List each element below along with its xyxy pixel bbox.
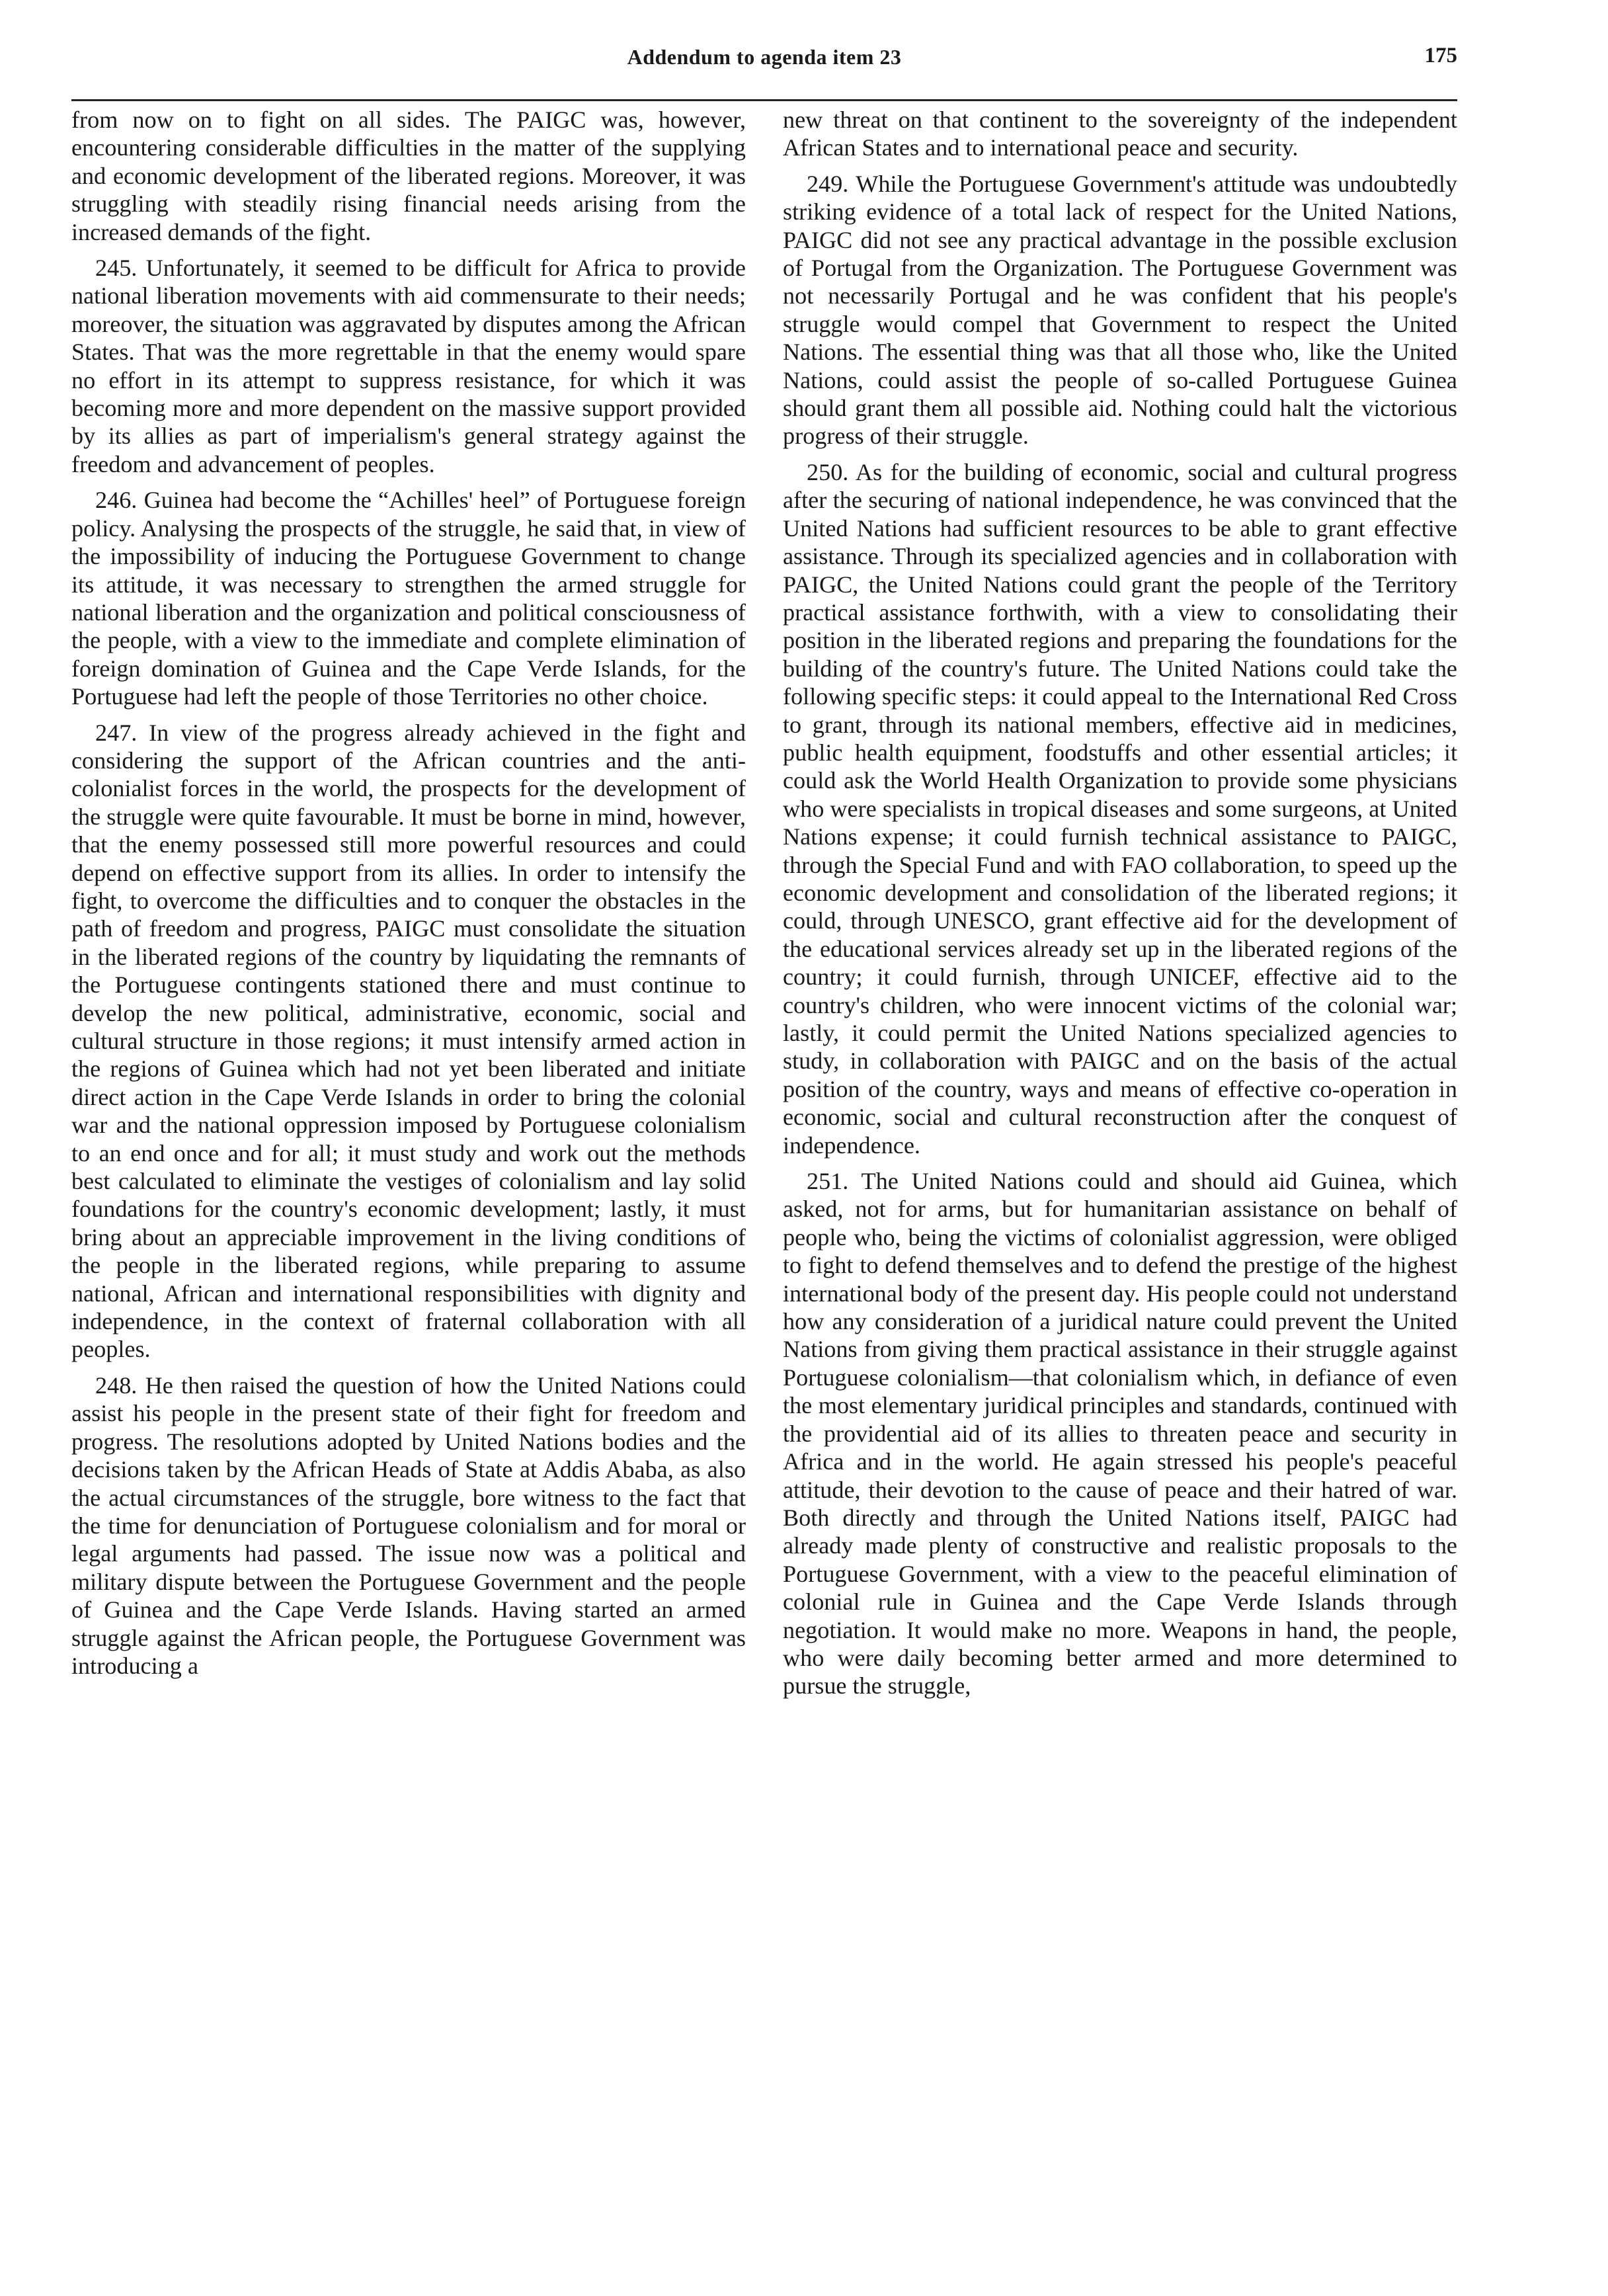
paragraph-248: 248. He then raised the question of how the United Nations could assist his people in the present state of their fight for freedom and progress. The resolutions adopted by United Nations bodies and the decisions taken by the African Heads of State at Addis Ababa, as also the actual circumstances of the struggle, bore witness to the fact that the time for denunciation of Portuguese colonialism and for moral or legal arguments had passed. The issue now was a political and military dispute between the Portuguese Government and the people of Guinea and the Cape Verde Islands. Having started an armed struggle against the African people, the Portuguese Government was introducing a: [71, 1372, 746, 1679]
running-head: Addendum to agenda item 23: [627, 45, 902, 69]
page-number: 175: [1424, 44, 1457, 67]
paragraph-251: 251. The United Nations could and should aid Guinea, which asked, not for arms, but for humanitarian assistance on behalf of people who, being the victims of colonialist aggression, were obliged to fight to defend themselves and to defend the prestige of the highest international body of the present day. His people could not understand how any consideration of a juridical nature could prevent the United Nations from giving them practical assistance in their struggle against Portuguese colonialism—that colonialism which, in defiance of even the most elementary juridical principles and standards, continued with the providential aid of its allies to threaten peace and security in Africa and in the world. He again stressed his people's peaceful attitude, their devotion to the cause of peace and their hatred of war. Both directly and through the United Nations itself, PAIGC had already made plenty of constructive and realistic proposals to the Portuguese Government, with a view to the peaceful elimination of colonial rule in Guinea and the Cape Verde Islands through negotiation. It would make no more. Weapons in hand, the people, who were daily becoming better armed and more determined to pursue the struggle,: [783, 1168, 1457, 1700]
paragraph-continued: from now on to fight on all sides. The PAIGC was, however, encountering considerable difficulties in the matter of the supplying and economic development of the liberated regions. Moreover, it was struggling with steadily rising financial needs arising from the increased demands of the fight.: [71, 106, 746, 245]
paragraph-245: 245. Unfortunately, it seemed to be difficult for Africa to provide national liberation movements with aid commensurate to their needs; moreover, the situation was aggravated by disputes among the African States. That was the more regrettable in that the enemy would spare no effort in its attempt to suppress resistance, for which it was becoming more and more dependent on the massive support provided by its allies as part of imperialism's general strategy against the freedom and advancement of peoples.: [71, 255, 746, 477]
left-column: [71, 106, 746, 1688]
right-column: [783, 106, 1457, 1708]
paragraph-246: 246. Guinea had become the “Achilles' heel” of Portuguese foreign policy. Analysing the prospects of the struggle, he said that, in view of the impossibility of inducing the Portuguese Government to change its attitude, it was necessary to strengthen the armed struggle for national liberation and the organization and political consciousness of the people, with a view to the immediate and complete elimination of foreign domination of Guinea and the Cape Verde Islands, for the Portuguese had left the people of those Territories no other choice.: [71, 487, 746, 710]
header-rule: [71, 99, 1457, 101]
paragraph-249: 249. While the Portuguese Government's attitude was undoubtedly striking evidence of a total lack of respect for the United Nations, PAIGC did not see any practical advantage in the possible exclusion of Portugal from the Organization. The Portuguese Government was not necessarily Portugal and he was confident that his people's struggle would compel that Government to respect the United Nations. The essential thing was that all those who, like the United Nations, could assist the people of so-called Portuguese Guinea should grant them all possible aid. Nothing could halt the victorious progress of their struggle.: [783, 170, 1457, 450]
paragraph-250: 250. As for the building of economic, social and cultural progress after the securing of national independence, he was convinced that the United Nations had sufficient resources to be able to grant effective assistance. Through its specialized agencies and in collaboration with PAIGC, the United Nations could grant the people of the Territory practical assistance forthwith, with a view to consolidating their position in the liberated regions and preparing the foundations for the building of the country's future. The United Nations could take the following specific steps: it could appeal to the International Red Cross to grant, through its national members, effective aid in medicines, public health equipment, foodstuffs and other essential articles; it could ask the World Health Organization to provide some physicians who were specialists in tropical diseases and some surgeons, at United Nations expense; it could furnish technical assistance to PAIGC, through the Special Fund and with FAO collaboration, to speed up the economic development and consolidation of the liberated regions; it could, through UNESCO, grant effective aid for the development of the educational services already set up in the liberated regions of the country; it could furnish, through UNICEF, effective aid to the country's children, who were innocent victims of the colonial war; lastly, it could permit the United Nations specialized agencies to study, in collaboration with PAIGC and on the basis of the actual position of the country, ways and means of effective co-operation in economic, social and cultural reconstruction after the conquest of independence.: [783, 458, 1457, 1159]
page-header: [71, 41, 1457, 81]
paragraph-continued: new threat on that continent to the sovereignty of the independent African States and to international peace and security.: [783, 106, 1457, 161]
paragraph-247: 247. In view of the progress already achieved in the fight and considering the support of the African countries and the anti-colonialist forces in the world, the prospects for the development of the struggle were quite favourable. It must be borne in mind, however, that the enemy possessed still more powerful resources and could depend on effective support from its allies. In order to intensify the fight, to overcome the difficulties and to conquer the obstacles in the path of freedom and progress, PAIGC must consolidate the situation in the liberated regions of the country by liquidating the remnants of the Portuguese contingents stationed there and must continue to develop the new political, administrative, economic, social and cultural structure in those regions; it must intensify armed action in the regions of Guinea which had not yet been liberated and initiate direct action in the Cape Verde Islands in order to bring the colonial war and the national oppression imposed by Portuguese colonialism to an end once and for all; it must study and work out the methods best calculated to eliminate the vestiges of colonialism and lay solid foundations for the country's economic development; lastly, it must bring about an appreciable improvement in the living conditions of the people in the liberated regions, while preparing to assume national, African and international responsibilities with dignity and independence, in the context of fraternal collaboration with all peoples.: [71, 719, 746, 1363]
